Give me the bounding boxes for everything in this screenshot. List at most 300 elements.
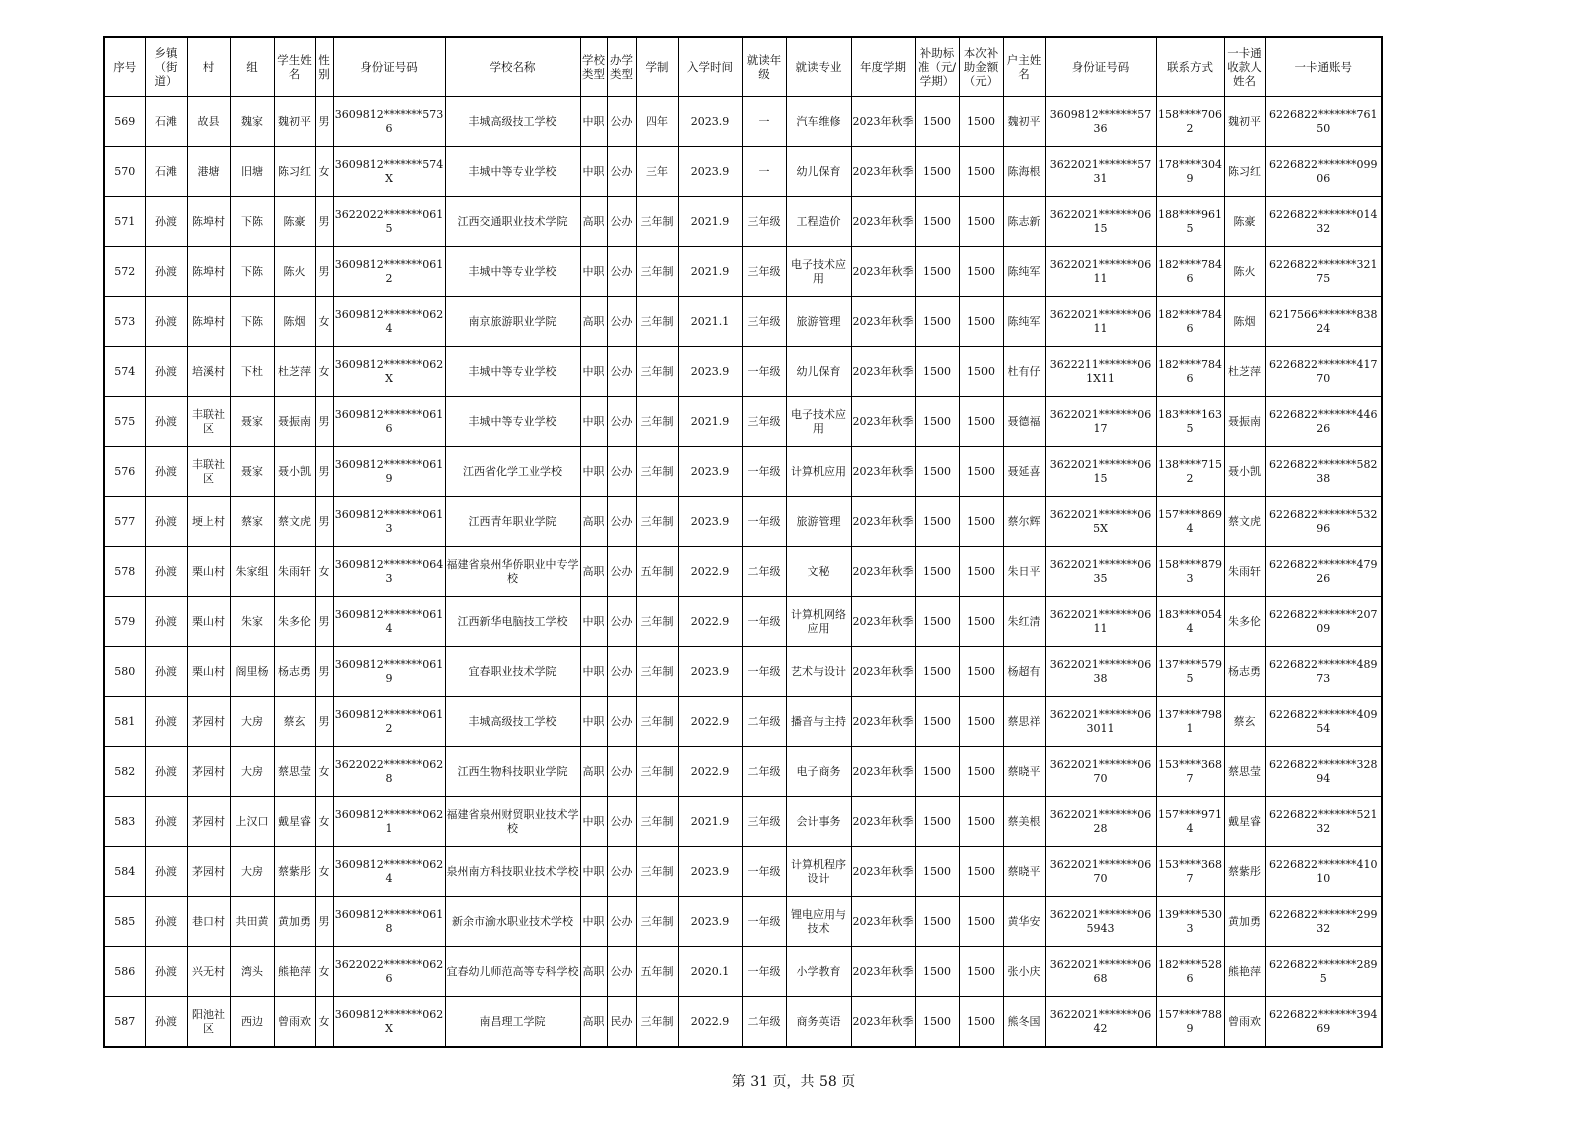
table-cell: 阁里杨 <box>230 647 274 697</box>
table-cell: 2023年秋季 <box>851 697 915 747</box>
table-cell: 中职 <box>580 347 607 397</box>
table-cell: 孙渡 <box>145 547 187 597</box>
table-cell: 183****0544 <box>1156 597 1224 647</box>
table-cell: 孙渡 <box>145 297 187 347</box>
table-cell: 1500 <box>959 847 1003 897</box>
table-cell: 兴无村 <box>187 947 230 997</box>
table-cell: 1500 <box>959 247 1003 297</box>
table-cell: 孙渡 <box>145 747 187 797</box>
table-cell: 商务英语 <box>786 997 851 1048</box>
table-cell: 182****7846 <box>1156 297 1224 347</box>
table-cell: 陈埠村 <box>187 297 230 347</box>
table-cell: 581 <box>104 697 145 747</box>
table-row <box>104 447 1382 497</box>
table-cell: 南京旅游职业学院 <box>445 297 580 347</box>
table-cell: 五年制 <box>636 947 678 997</box>
table-cell: 三年制 <box>636 197 678 247</box>
table-row <box>104 597 1382 647</box>
table-cell: 丰城高级技工学校 <box>445 97 580 147</box>
table-cell: 3609812*******0624 <box>333 297 445 347</box>
table-cell: 湾头 <box>230 947 274 997</box>
table-cell: 2021.9 <box>678 197 742 247</box>
table-cell: 江西生物科技职业学院 <box>445 747 580 797</box>
table-cell: 1500 <box>959 797 1003 847</box>
table-cell: 女 <box>315 147 333 197</box>
table-cell: 陈烟 <box>274 297 315 347</box>
table-cell: 3622021*******5731 <box>1045 147 1156 197</box>
table-cell: 138****7152 <box>1156 447 1224 497</box>
table-cell: 2023年秋季 <box>851 347 915 397</box>
table-cell: 3622021*******0611 <box>1045 297 1156 347</box>
table-cell: 三年级 <box>742 197 786 247</box>
table-cell: 585 <box>104 897 145 947</box>
table-cell: 计算机程序设计 <box>786 847 851 897</box>
table-row <box>104 397 1382 447</box>
table-cell: 一年级 <box>742 347 786 397</box>
table-cell: 丰城中等专业学校 <box>445 397 580 447</box>
table-cell: 聂小凯 <box>274 447 315 497</box>
table-cell: 魏家 <box>230 97 274 147</box>
table-cell: 2023年秋季 <box>851 547 915 597</box>
header-cell: 本次补助金额（元） <box>959 37 1003 97</box>
table-cell: 男 <box>315 197 333 247</box>
table-cell: 三年制 <box>636 747 678 797</box>
table-cell: 陈豪 <box>1224 197 1265 247</box>
table-cell: 会计事务 <box>786 797 851 847</box>
table-cell: 二年级 <box>742 697 786 747</box>
table-cell: 港塘 <box>187 147 230 197</box>
table-cell: 曾雨欢 <box>274 997 315 1048</box>
header-cell: 村 <box>187 37 230 97</box>
table-cell: 3622022*******0628 <box>333 747 445 797</box>
table-cell: 2023.9 <box>678 97 742 147</box>
table-cell: 137****5795 <box>1156 647 1224 697</box>
table-cell: 2023年秋季 <box>851 897 915 947</box>
table-cell: 2022.9 <box>678 697 742 747</box>
table-cell: 二年级 <box>742 547 786 597</box>
header-cell: 性别 <box>315 37 333 97</box>
table-cell: 182****7846 <box>1156 247 1224 297</box>
table-cell: 朱雨轩 <box>1224 547 1265 597</box>
table-cell: 公办 <box>607 797 636 847</box>
table-cell: 高职 <box>580 197 607 247</box>
table-cell: 569 <box>104 97 145 147</box>
table-header-row <box>104 37 1382 97</box>
table-cell: 1500 <box>915 697 959 747</box>
table-cell: 2023.9 <box>678 847 742 897</box>
table-cell: 1500 <box>915 397 959 447</box>
table-cell: 2023年秋季 <box>851 147 915 197</box>
table-cell: 文秘 <box>786 547 851 597</box>
table-cell: 黄加勇 <box>1224 897 1265 947</box>
table-cell: 熊艳萍 <box>1224 947 1265 997</box>
table-cell: 6226822*******40954 <box>1265 697 1382 747</box>
table-cell: 蔡文虎 <box>274 497 315 547</box>
table-cell: 男 <box>315 647 333 697</box>
table-cell: 3609812*******062X <box>333 347 445 397</box>
table-cell: 公办 <box>607 847 636 897</box>
table-cell: 中职 <box>580 597 607 647</box>
table-cell: 6226822*******29932 <box>1265 897 1382 947</box>
table-cell: 三年制 <box>636 997 678 1048</box>
table-body <box>104 97 1382 1048</box>
table-cell: 陈埠村 <box>187 197 230 247</box>
table-cell: 电子技术应用 <box>786 397 851 447</box>
table-cell: 3609812*******5736 <box>1045 97 1156 147</box>
table-cell: 中职 <box>580 447 607 497</box>
table-cell: 1500 <box>959 647 1003 697</box>
table-cell: 中职 <box>580 797 607 847</box>
table-cell: 高职 <box>580 997 607 1048</box>
table-cell: 大房 <box>230 697 274 747</box>
table-cell: 2022.9 <box>678 747 742 797</box>
table-cell: 锂电应用与技术 <box>786 897 851 947</box>
table-cell: 下陈 <box>230 197 274 247</box>
table-cell: 聂小凯 <box>1224 447 1265 497</box>
table-cell: 三年制 <box>636 397 678 447</box>
table-cell: 580 <box>104 647 145 697</box>
table-cell: 1500 <box>915 547 959 597</box>
table-cell: 女 <box>315 547 333 597</box>
table-cell: 孙渡 <box>145 797 187 847</box>
table-cell: 聂家 <box>230 397 274 447</box>
header-cell: 乡镇（街道） <box>145 37 187 97</box>
table-cell: 高职 <box>580 547 607 597</box>
table-cell: 137****7981 <box>1156 697 1224 747</box>
table-cell: 1500 <box>959 97 1003 147</box>
table-cell: 泉州南方科技职业技术学校 <box>445 847 580 897</box>
table-row <box>104 647 1382 697</box>
table-cell: 蔡美根 <box>1003 797 1045 847</box>
table-cell: 宜春职业技术学院 <box>445 647 580 697</box>
table-cell: 三年制 <box>636 597 678 647</box>
table-cell: 1500 <box>959 197 1003 247</box>
table-cell: 杨超有 <box>1003 647 1045 697</box>
table-row <box>104 97 1382 147</box>
table-cell: 3622021*******065X <box>1045 497 1156 547</box>
table-cell: 3609812*******0621 <box>333 797 445 847</box>
table-cell: 高职 <box>580 747 607 797</box>
table-row <box>104 147 1382 197</box>
table-cell: 6226822*******2895 <box>1265 947 1382 997</box>
table-cell: 戴星睿 <box>1224 797 1265 847</box>
table-cell: 魏初平 <box>1224 97 1265 147</box>
table-cell: 公办 <box>607 647 636 697</box>
table-cell: 孙渡 <box>145 947 187 997</box>
table-cell: 3609812*******0612 <box>333 697 445 747</box>
table-cell: 1500 <box>915 297 959 347</box>
table-cell: 6226822*******41010 <box>1265 847 1382 897</box>
table-cell: 3622021*******0628 <box>1045 797 1156 847</box>
table-cell: 福建省泉州华侨职业中专学校 <box>445 547 580 597</box>
table-cell: 1500 <box>915 597 959 647</box>
table-cell: 男 <box>315 447 333 497</box>
table-cell: 1500 <box>959 547 1003 597</box>
table-cell: 3609812*******0619 <box>333 647 445 697</box>
table-cell: 女 <box>315 947 333 997</box>
table-cell: 孙渡 <box>145 697 187 747</box>
header-cell: 组 <box>230 37 274 97</box>
table-cell: 2023年秋季 <box>851 597 915 647</box>
header-cell: 一卡通账号 <box>1265 37 1382 97</box>
table-cell: 1500 <box>915 647 959 697</box>
table-cell: 朱家组 <box>230 547 274 597</box>
table-cell: 一年级 <box>742 597 786 647</box>
table-cell: 艺术与设计 <box>786 647 851 697</box>
table-cell: 3609812*******0618 <box>333 897 445 947</box>
table-cell: 1500 <box>959 747 1003 797</box>
table-cell: 6226822*******32894 <box>1265 747 1382 797</box>
table-cell: 公办 <box>607 347 636 397</box>
table-cell: 中职 <box>580 697 607 747</box>
table-cell: 578 <box>104 547 145 597</box>
table-cell: 大房 <box>230 847 274 897</box>
table-cell: 陈埠村 <box>187 247 230 297</box>
table-cell: 153****3687 <box>1156 847 1224 897</box>
table-cell: 孙渡 <box>145 597 187 647</box>
table-cell: 陈火 <box>1224 247 1265 297</box>
table-cell: 6226822*******48973 <box>1265 647 1382 697</box>
table-cell: 三年级 <box>742 397 786 447</box>
table-cell: 2023年秋季 <box>851 947 915 997</box>
table-cell: 女 <box>315 747 333 797</box>
table-row <box>104 247 1382 297</box>
table-cell: 女 <box>315 797 333 847</box>
table-cell: 三年制 <box>636 647 678 697</box>
table-cell: 黄加勇 <box>274 897 315 947</box>
table-cell: 旅游管理 <box>786 497 851 547</box>
table-cell: 1500 <box>915 947 959 997</box>
table-cell: 曾雨欢 <box>1224 997 1265 1048</box>
table-cell: 571 <box>104 197 145 247</box>
table-cell: 孙渡 <box>145 647 187 697</box>
table-cell: 下陈 <box>230 247 274 297</box>
table-cell: 魏初平 <box>1003 97 1045 147</box>
table-cell: 3609812*******5736 <box>333 97 445 147</box>
table-cell: 江西省化学工业学校 <box>445 447 580 497</box>
table-cell: 三年制 <box>636 247 678 297</box>
table-cell: 183****1635 <box>1156 397 1224 447</box>
table-cell: 陈豪 <box>274 197 315 247</box>
table-cell: 孙渡 <box>145 897 187 947</box>
table-cell: 江西青年职业学院 <box>445 497 580 547</box>
table-cell: 2023年秋季 <box>851 197 915 247</box>
header-cell: 年度学期 <box>851 37 915 97</box>
header-cell: 就读年级 <box>742 37 786 97</box>
table-cell: 朱多伦 <box>1224 597 1265 647</box>
table-cell: 一年级 <box>742 647 786 697</box>
table-cell: 蔡家 <box>230 497 274 547</box>
table-cell: 1500 <box>959 497 1003 547</box>
header-cell: 序号 <box>104 37 145 97</box>
header-cell: 身份证号码 <box>1045 37 1156 97</box>
table-cell: 1500 <box>959 447 1003 497</box>
table-cell: 2023.9 <box>678 497 742 547</box>
table-cell: 188****9615 <box>1156 197 1224 247</box>
table-cell: 高职 <box>580 947 607 997</box>
table-cell: 丰城中等专业学校 <box>445 147 580 197</box>
table-cell: 丰城中等专业学校 <box>445 347 580 397</box>
table-cell: 魏初平 <box>274 97 315 147</box>
table-cell: 3622022*******0626 <box>333 947 445 997</box>
table-cell: 3622021*******0642 <box>1045 997 1156 1048</box>
table-cell: 158****8793 <box>1156 547 1224 597</box>
table-cell: 中职 <box>580 247 607 297</box>
table-cell: 573 <box>104 297 145 347</box>
table-cell: 6226822*******20709 <box>1265 597 1382 647</box>
table-cell: 1500 <box>915 247 959 297</box>
table-cell: 女 <box>315 847 333 897</box>
header-cell: 学校类型 <box>580 37 607 97</box>
table-cell: 157****8694 <box>1156 497 1224 547</box>
table-cell: 182****7846 <box>1156 347 1224 397</box>
table-cell: 男 <box>315 497 333 547</box>
table-row <box>104 797 1382 847</box>
table-cell: 3609812*******0643 <box>333 547 445 597</box>
table-cell: 公办 <box>607 947 636 997</box>
table-cell: 公办 <box>607 97 636 147</box>
table-cell: 576 <box>104 447 145 497</box>
table-cell: 2023年秋季 <box>851 797 915 847</box>
table-cell: 二年级 <box>742 747 786 797</box>
table-cell: 公办 <box>607 497 636 547</box>
table-cell: 1500 <box>915 747 959 797</box>
table-cell: 6226822*******47926 <box>1265 547 1382 597</box>
table-cell: 1500 <box>959 997 1003 1048</box>
table-cell: 公办 <box>607 547 636 597</box>
table-cell: 577 <box>104 497 145 547</box>
table-cell: 3609812*******0614 <box>333 597 445 647</box>
table-cell: 电子技术应用 <box>786 247 851 297</box>
table-cell: 3622021*******0635 <box>1045 547 1156 597</box>
table-cell: 2023年秋季 <box>851 847 915 897</box>
table-cell: 575 <box>104 397 145 447</box>
table-cell: 1500 <box>959 147 1003 197</box>
table-cell: 大房 <box>230 747 274 797</box>
table-cell: 播音与主持 <box>786 697 851 747</box>
table-cell: 电子商务 <box>786 747 851 797</box>
table-cell: 3609812*******0613 <box>333 497 445 547</box>
table-cell: 1500 <box>959 397 1003 447</box>
table-cell: 熊艳萍 <box>274 947 315 997</box>
table-cell: 计算机应用 <box>786 447 851 497</box>
table-cell: 孙渡 <box>145 497 187 547</box>
table-cell: 培溪村 <box>187 347 230 397</box>
table-cell: 丰联社区 <box>187 397 230 447</box>
table-cell: 1500 <box>959 897 1003 947</box>
table-cell: 1500 <box>915 847 959 897</box>
table-cell: 一年级 <box>742 947 786 997</box>
header-cell: 学生姓名 <box>274 37 315 97</box>
table-cell: 下陈 <box>230 297 274 347</box>
table-cell: 四年 <box>636 97 678 147</box>
table-cell: 3622022*******0615 <box>333 197 445 247</box>
table-cell: 孙渡 <box>145 197 187 247</box>
table-cell: 中职 <box>580 147 607 197</box>
table-cell: 158****7062 <box>1156 97 1224 147</box>
table-cell: 孙渡 <box>145 997 187 1048</box>
table-row <box>104 847 1382 897</box>
table-cell: 栗山村 <box>187 597 230 647</box>
table-cell: 2023年秋季 <box>851 247 915 297</box>
table-row <box>104 297 1382 347</box>
table-cell: 蔡思莹 <box>1224 747 1265 797</box>
table-cell: 蔡玄 <box>1224 697 1265 747</box>
table-cell: 男 <box>315 897 333 947</box>
table-cell: 2023年秋季 <box>851 647 915 697</box>
table-cell: 民办 <box>607 997 636 1048</box>
table-cell: 中职 <box>580 897 607 947</box>
table-cell: 杜芝萍 <box>274 347 315 397</box>
table-cell: 2023.9 <box>678 347 742 397</box>
table-cell: 陈火 <box>274 247 315 297</box>
table-cell: 幼儿保育 <box>786 147 851 197</box>
table-cell: 蔡尔辉 <box>1003 497 1045 547</box>
table-cell: 中职 <box>580 97 607 147</box>
table-cell: 陈志新 <box>1003 197 1045 247</box>
table-cell: 3622211*******061X11 <box>1045 347 1156 397</box>
table-cell: 2023年秋季 <box>851 747 915 797</box>
table-cell: 江西新华电脑技工学校 <box>445 597 580 647</box>
table-cell: 579 <box>104 597 145 647</box>
header-cell: 一卡通收款人姓名 <box>1224 37 1265 97</box>
table-cell: 朱日平 <box>1003 547 1045 597</box>
table-cell: 3622021*******0617 <box>1045 397 1156 447</box>
table-cell: 杨志勇 <box>274 647 315 697</box>
table-cell: 杜芝萍 <box>1224 347 1265 397</box>
table-cell: 埂上村 <box>187 497 230 547</box>
table-cell: 583 <box>104 797 145 847</box>
table-cell: 陈纯军 <box>1003 297 1045 347</box>
table-cell: 2021.1 <box>678 297 742 347</box>
table-cell: 1500 <box>915 897 959 947</box>
table-cell: 1500 <box>915 347 959 397</box>
table-cell: 三年制 <box>636 897 678 947</box>
table-cell: 1500 <box>915 797 959 847</box>
table-cell: 1500 <box>959 597 1003 647</box>
table-cell: 1500 <box>915 997 959 1048</box>
table-cell: 女 <box>315 997 333 1048</box>
table-cell: 2023年秋季 <box>851 97 915 147</box>
table-cell: 1500 <box>915 197 959 247</box>
table-cell: 聂振南 <box>274 397 315 447</box>
table-cell: 3622021*******0668 <box>1045 947 1156 997</box>
table-row <box>104 347 1382 397</box>
header-cell: 身份证号码 <box>333 37 445 97</box>
table-cell: 153****3687 <box>1156 747 1224 797</box>
table-cell: 2022.9 <box>678 547 742 597</box>
table-cell: 1500 <box>915 147 959 197</box>
table-cell: 1500 <box>915 97 959 147</box>
table-cell: 6226822*******01432 <box>1265 197 1382 247</box>
table-cell: 丰城高级技工学校 <box>445 697 580 747</box>
table-cell: 3609812*******0624 <box>333 847 445 897</box>
table-cell: 586 <box>104 947 145 997</box>
table-cell: 1500 <box>915 447 959 497</box>
table-cell: 三年级 <box>742 797 786 847</box>
table-cell: 旧塘 <box>230 147 274 197</box>
table-cell: 3622021*******0638 <box>1045 647 1156 697</box>
table-cell: 小学教育 <box>786 947 851 997</box>
header-cell: 补助标准（元/学期） <box>915 37 959 97</box>
table-cell: 蔡文虎 <box>1224 497 1265 547</box>
table-cell: 2023.9 <box>678 447 742 497</box>
table-cell: 男 <box>315 597 333 647</box>
subsidy-table <box>103 36 1383 1048</box>
table-cell: 2021.9 <box>678 247 742 297</box>
table-cell: 3609812*******574X <box>333 147 445 197</box>
table-cell: 南昌理工学院 <box>445 997 580 1048</box>
